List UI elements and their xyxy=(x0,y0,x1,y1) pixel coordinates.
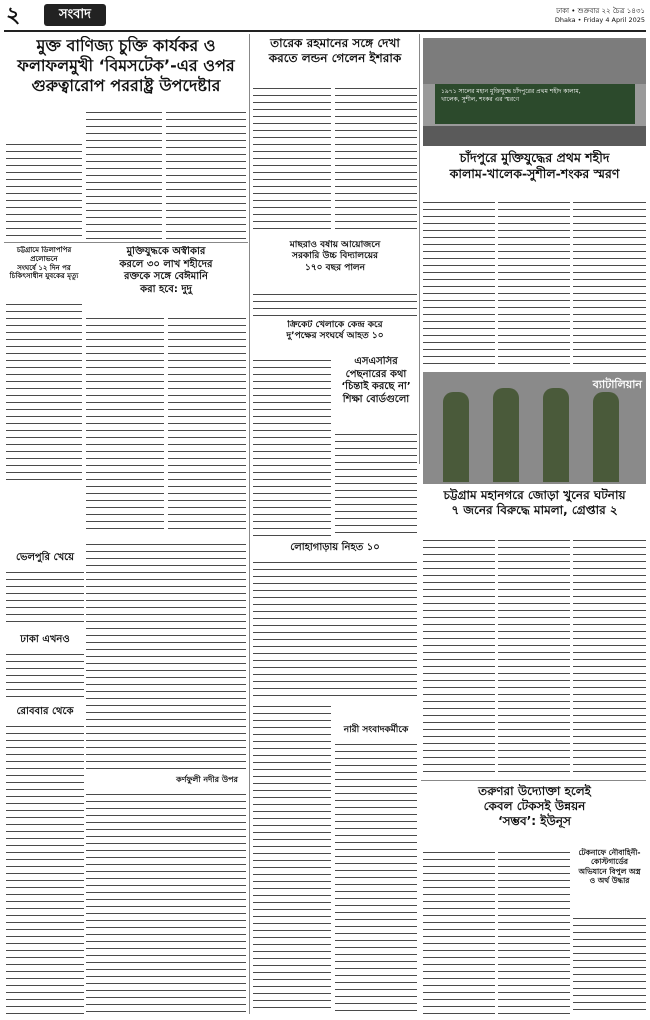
rain-body xyxy=(253,290,417,316)
cricket-headline xyxy=(253,320,417,352)
technaf-body xyxy=(573,914,646,1014)
chandpur-banner xyxy=(435,84,635,124)
logo-text: সংবাদ xyxy=(58,7,92,22)
chandpur-headline xyxy=(423,150,646,194)
chattogram-body xyxy=(6,300,82,480)
freedom-headline xyxy=(86,246,246,310)
chattogram-headline-line1: চট্টগ্রামে ডিলাপপির প্রলোভনে xyxy=(16,246,72,263)
date-en: Dhaka • Friday 4 April 2025 xyxy=(554,16,645,24)
murder-body-col3 xyxy=(573,536,646,776)
tarek-headline xyxy=(253,36,417,78)
cricket-body-col1 xyxy=(253,356,331,536)
newspaper-logo xyxy=(44,4,106,26)
lead-body-col2 xyxy=(86,108,162,240)
tarek-body-col2 xyxy=(335,84,417,234)
cricket-headline-line2: দু’পক্ষের সংঘর্ষে আহত ১০ xyxy=(286,331,384,342)
ssc-headline-line4: শিক্ষা বোর্ডগুলো xyxy=(342,393,410,405)
chandpur-body-col3 xyxy=(573,198,646,368)
center-continuation xyxy=(86,540,246,770)
technaf-headline-line2: কোস্টগার্ডের xyxy=(590,857,629,867)
sunday-headline: রোববার থেকে xyxy=(16,706,74,717)
technaf-headline xyxy=(573,848,646,910)
technaf-headline-line3: অভিযানে বিপুল অস্ত্র xyxy=(578,866,641,876)
chandpur-body-col2 xyxy=(498,198,570,368)
rain-headline-line2: সরকারি উচ্চ বিদ্যালয়ের xyxy=(292,251,378,262)
rain-headline-line1: মাছরাও বর্ষায় আয়োজনে xyxy=(289,240,381,250)
ssc-headline-line1: এসএসসির xyxy=(354,356,398,367)
lead-headline-line3: গুরুত্বারোপ পররাষ্ট্র উপদেষ্টার xyxy=(31,76,221,95)
chandpur-headline-line1: চাঁদপুরে মুক্তিযুদ্ধের প্রথম শহীদ xyxy=(459,150,610,165)
yunus-headline xyxy=(423,784,646,842)
lohagara-body xyxy=(253,558,417,698)
lead-body-col1 xyxy=(6,140,82,240)
karnaphuli-headline: কর্ণফুলী নদীর উপর xyxy=(176,775,238,784)
chattogram-headline xyxy=(6,246,82,296)
dhaka-body xyxy=(6,650,84,700)
masthead-rule xyxy=(4,30,646,32)
freedom-headline-line3: রক্তকে সঙ্গে বেঈমানি xyxy=(124,271,208,282)
dhaka-headline: ঢাকা এখনও xyxy=(20,634,70,645)
chandpur-headline-line2: কালাম-খালেক-সুশীল-শংকর স্মরণ xyxy=(449,165,620,181)
tarek-headline-line1: তারেক রহমানের সঙ্গে দেখা xyxy=(270,36,400,50)
ssc-headline-line3: ‘চিন্তাই করছে না’ xyxy=(341,381,411,392)
chattogram-headline-line2: সংঘর্ষে ১২ দিন পর xyxy=(17,263,71,272)
technaf-headline-line4: ও অর্থ উদ্ধার xyxy=(589,876,630,886)
freedom-headline-line2: করলে ৩০ লাখ শহীদের xyxy=(119,258,213,270)
freedom-headline-line4: করা হবে: দুদু xyxy=(140,283,192,295)
lead-headline-line1: মুক্ত বাণিজ্য চুক্তি কার্যকর ও xyxy=(36,36,216,55)
murder-headline xyxy=(423,488,646,532)
murder-body-col2 xyxy=(498,536,570,776)
tarek-body-col1 xyxy=(253,84,331,234)
lohagara-headline: লোহাগাড়ায় নিহত ১০ xyxy=(290,542,380,553)
karnaphuli-body xyxy=(86,790,246,1014)
ssc-headline-line2: পেছনারের কথা xyxy=(345,368,407,380)
yunus-headline-line2: কেবল টেকসই উন্নয়ন xyxy=(483,799,586,813)
center-lower-body xyxy=(253,702,331,1014)
date-bn: ঢাকা • শুক্রবার ২২ চৈত্র ১৪৩১ xyxy=(556,7,645,15)
murder-headline-line2: ৭ জনের বিরুদ্ধে মামলা, গ্রেপ্তার ২ xyxy=(451,503,618,517)
bhelpuri-headline: ভেলপুরি খেয়ে xyxy=(15,552,75,563)
nari-headline: নারী সংবাদকর্মীকে xyxy=(343,725,409,735)
freedom-headline-line1: মুক্তিযুদ্ধকে অস্বীকার xyxy=(126,246,206,257)
rain-headline-line3: ১৭০ বছর পালন xyxy=(304,262,366,273)
photo-inset-label: ব্যাটালিয়ান xyxy=(592,378,642,391)
banner-line2: খালেক, সুশীল, শংকর এর স্মরণে xyxy=(441,96,520,104)
banner-line1: ১৯৭১ সালের মহান মুক্তিযুদ্ধে চাঁদপুরের প্রথম শহীদ কালাম, xyxy=(441,88,581,95)
bhelpuri-body xyxy=(6,568,84,628)
murder-body-col1 xyxy=(423,536,495,776)
murder-headline-line1: চট্টগ্রাম মহানগরে জোড়া খুনের ঘটনায় xyxy=(443,488,626,502)
freedom-body-col1 xyxy=(86,314,164,532)
tarek-headline-line2: করতে লন্ডন গেলেন ইশরাক xyxy=(268,51,402,65)
nari-body xyxy=(335,740,417,1014)
lead-headline-line2: ফলাফলমুখী ‘বিমসটেক’-এর ওপর xyxy=(17,56,235,75)
page-number: ২ xyxy=(6,3,21,28)
chandpur-body-col1 xyxy=(423,198,495,368)
yunus-headline-line3: ‘সম্ভব’: ইউনূস xyxy=(498,814,571,828)
chattogram-headline-line3: চিকিৎসাধীন যুবকের মৃত্যু xyxy=(9,272,79,281)
lead-body-col3 xyxy=(166,108,246,240)
yunus-headline-line1: তরুণরা উদ্যোক্তা হলেই xyxy=(478,784,591,798)
soldiers-photo xyxy=(423,372,646,484)
ssc-body xyxy=(335,430,417,536)
yunus-body-col2 xyxy=(498,848,570,1014)
rain-headline xyxy=(253,240,417,288)
sunday-body xyxy=(6,722,84,1014)
yunus-body-col1 xyxy=(423,848,495,1014)
chandpur-photo xyxy=(423,38,646,146)
freedom-body-col2 xyxy=(168,314,246,532)
ssc-headline xyxy=(335,356,417,426)
technaf-headline-line1: টেকনাফে নৌবাহিনী- xyxy=(578,848,641,857)
cricket-headline-line1: ক্রিকেট খেলাকে কেন্দ্র করে xyxy=(287,320,383,330)
